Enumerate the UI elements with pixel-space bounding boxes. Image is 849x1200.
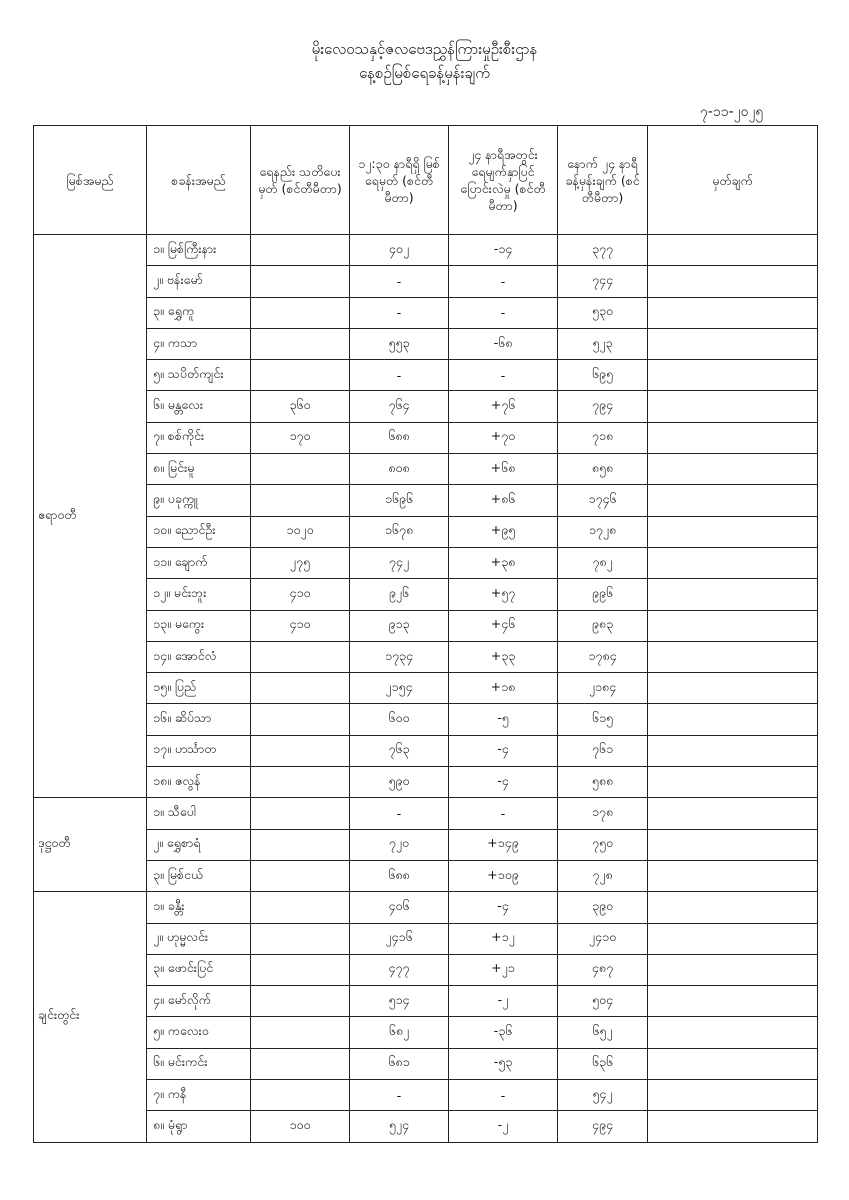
table-row: [34, 767, 818, 798]
river-level-table: [33, 125, 818, 1143]
table-row: [34, 673, 818, 704]
change-cell: -၂: [449, 1111, 558, 1142]
table-row: [34, 547, 818, 578]
remark-cell: [648, 860, 818, 891]
station-cell: ၁၀။ ညောင်ဦး: [147, 516, 251, 547]
remark-cell: [648, 829, 818, 860]
water-level-cell: ၄၇၇: [350, 954, 449, 985]
low-warning-cell: ၄၁၀: [251, 610, 350, 641]
forecast-cell: ၆၃၆: [558, 1048, 648, 1079]
water-level-cell: -: [350, 266, 449, 297]
report-title: နေ့စဉ်မြစ်ရေခန့်မှန်းချက်: [359, 64, 490, 82]
low-warning-cell: [251, 360, 350, 391]
forecast-cell: ၁၇၈: [558, 798, 648, 829]
forecast-cell: ၁၇၈၄: [558, 641, 648, 672]
remark-cell: [648, 1080, 818, 1111]
station-cell: ၁။ ခန္တီး: [147, 892, 251, 923]
remark-cell: [648, 610, 818, 641]
water-level-cell: ၆၈၈: [350, 422, 449, 453]
low-warning-cell: [251, 297, 350, 328]
forecast-cell: ၄၈၇: [558, 954, 648, 985]
change-cell: -၃၆: [449, 1017, 558, 1048]
remark-cell: [648, 1048, 818, 1079]
table-header-row: [34, 126, 818, 235]
water-level-cell: -: [350, 798, 449, 829]
water-level-cell: -: [350, 360, 449, 391]
change-cell: -၄: [449, 892, 558, 923]
water-level-cell: ၇၆၃: [350, 735, 449, 766]
water-level-cell: ၆၈၁: [350, 1048, 449, 1079]
water-level-cell: ၁၆၉၆: [350, 485, 449, 516]
table-row: [34, 798, 818, 829]
change-cell: -၆၈: [449, 328, 558, 359]
remark-cell: [648, 422, 818, 453]
change-cell: +၈၆: [449, 485, 558, 516]
water-level-cell: ၄၀၂: [350, 235, 449, 266]
table-row: [34, 485, 818, 516]
table-row: [34, 235, 818, 266]
table-row: [34, 1048, 818, 1079]
low-warning-cell: [251, 735, 350, 766]
station-cell: ၆။ မန္တလေး: [147, 391, 251, 422]
low-warning-cell: [251, 1048, 350, 1079]
forecast-cell: ၄၉၄: [558, 1111, 648, 1142]
river-name-cell: ဒုဋ္ဌဝတီ: [34, 798, 147, 892]
col-header-water-level: ၁၂:၃၀ နာရီရှိ မြစ်ရေမှတ် (စင်တီမီတာ): [350, 126, 449, 235]
change-cell: +၃၈: [449, 547, 558, 578]
col-header-24h-change: ၂၄ နာရီအတွင်း ရေမျက်နှာပြင် ပြောင်းလဲမှု (စင်တီမီတာ): [449, 126, 558, 235]
low-warning-cell: ၁၀၂၀: [251, 516, 350, 547]
remark-cell: [648, 986, 818, 1017]
change-cell: +၄၆: [449, 610, 558, 641]
station-cell: ၉။ ပခုက္ကူ: [147, 485, 251, 516]
station-cell: ၃။ ရွှေကူ: [147, 297, 251, 328]
river-name-cell: ဧရာဝတီ: [34, 235, 147, 798]
water-level-cell: ၆၈၂: [350, 1017, 449, 1048]
low-warning-cell: [251, 860, 350, 891]
table-row: [34, 735, 818, 766]
station-cell: ၁။ မြစ်ကြီးနား: [147, 235, 251, 266]
remark-cell: [648, 328, 818, 359]
low-warning-cell: [251, 235, 350, 266]
table-row: [34, 986, 818, 1017]
forecast-cell: ၆၁၅: [558, 704, 648, 735]
water-level-cell: ၆၈၈: [350, 860, 449, 891]
remark-cell: [648, 923, 818, 954]
station-cell: ၇။ စစ်ကိုင်း: [147, 422, 251, 453]
remark-cell: [648, 767, 818, 798]
remark-cell: [648, 798, 818, 829]
remark-cell: [648, 704, 818, 735]
water-level-cell: ၆၀၀: [350, 704, 449, 735]
remark-cell: [648, 391, 818, 422]
forecast-cell: ၇၈၂: [558, 547, 648, 578]
forecast-cell: ၅၈၈: [558, 767, 648, 798]
change-cell: +၂၁: [449, 954, 558, 985]
change-cell: +၁၀၉: [449, 860, 558, 891]
low-warning-cell: ၁၇၀: [251, 422, 350, 453]
remark-cell: [648, 235, 818, 266]
station-cell: ၁၅။ ပြည်: [147, 673, 251, 704]
remark-cell: [648, 1111, 818, 1142]
forecast-cell: ၉၉၆: [558, 579, 648, 610]
change-cell: -: [449, 297, 558, 328]
table-row: [34, 391, 818, 422]
forecast-cell: ၁၇၄၆: [558, 485, 648, 516]
forecast-cell: ၅၃၀: [558, 297, 648, 328]
forecast-cell: ၇၂၈: [558, 860, 648, 891]
low-warning-cell: [251, 704, 350, 735]
change-cell: +၃၃: [449, 641, 558, 672]
low-warning-cell: ၂၇၅: [251, 547, 350, 578]
water-level-cell: ၉၂၆: [350, 579, 449, 610]
station-cell: ၂။ ရွှေစာရံ: [147, 829, 251, 860]
water-level-cell: ၁၆၇၈: [350, 516, 449, 547]
change-cell: -၅: [449, 704, 558, 735]
low-warning-cell: ၁၀၀: [251, 1111, 350, 1142]
forecast-cell: ၉၈၃: [558, 610, 648, 641]
water-level-cell: ၇၆၄: [350, 391, 449, 422]
remark-cell: [648, 516, 818, 547]
remark-cell: [648, 641, 818, 672]
station-cell: ၁၈။ ဇလွန်: [147, 767, 251, 798]
table-row: [34, 297, 818, 328]
low-warning-cell: [251, 1017, 350, 1048]
table-row: [34, 360, 818, 391]
change-cell: -၄: [449, 735, 558, 766]
forecast-cell: ၇၅၀: [558, 829, 648, 860]
change-cell: -၄: [449, 767, 558, 798]
change-cell: +၆၈: [449, 454, 558, 485]
remark-cell: [648, 1017, 818, 1048]
forecast-cell: ၂၁၈၄: [558, 673, 648, 704]
table-row: [34, 422, 818, 453]
table-row: [34, 579, 818, 610]
station-cell: ၄။ ကသာ: [147, 328, 251, 359]
remark-cell: [648, 579, 818, 610]
change-cell: -: [449, 798, 558, 829]
low-warning-cell: [251, 266, 350, 297]
water-level-cell: ၇၄၂: [350, 547, 449, 578]
table-row: [34, 954, 818, 985]
remark-cell: [648, 547, 818, 578]
station-cell: ၁၄။ အောင်လံ: [147, 641, 251, 672]
change-cell: +၇၀: [449, 422, 558, 453]
table-row: [34, 1080, 818, 1111]
station-cell: ၆။ မင်းကင်း: [147, 1048, 251, 1079]
change-cell: +၁၄၉: [449, 829, 558, 860]
forecast-cell: ၅၀၄: [558, 986, 648, 1017]
table-row: [34, 516, 818, 547]
station-cell: ၈။ မြင်းမူ: [147, 454, 251, 485]
low-warning-cell: [251, 485, 350, 516]
forecast-cell: ၇၆၁: [558, 735, 648, 766]
col-header-forecast: နောက် ၂၄ နာရီ ခန့်မှန်းချက် (စင်တီမီတာ): [558, 126, 648, 235]
table-body: [34, 235, 818, 1143]
table-row: [34, 641, 818, 672]
station-cell: ၂။ ဗန်းမော်: [147, 266, 251, 297]
station-cell: ၁၇။ ဟင်္သာတ: [147, 735, 251, 766]
water-level-cell: ၂၁၅၄: [350, 673, 449, 704]
remark-cell: [648, 266, 818, 297]
station-cell: ၄။ မော်လိုက်: [147, 986, 251, 1017]
remark-cell: [648, 892, 818, 923]
low-warning-cell: [251, 454, 350, 485]
remark-cell: [648, 735, 818, 766]
water-level-cell: ၅၉၀: [350, 767, 449, 798]
water-level-cell: ၅၂၄: [350, 1111, 449, 1142]
low-warning-cell: [251, 986, 350, 1017]
low-warning-cell: [251, 923, 350, 954]
water-level-cell: -: [350, 1080, 449, 1111]
forecast-cell: ၇၁၈: [558, 422, 648, 453]
low-warning-cell: [251, 328, 350, 359]
table-row: [34, 454, 818, 485]
station-cell: ၁၃။ မကွေး: [147, 610, 251, 641]
change-cell: -: [449, 360, 558, 391]
station-cell: ၁။ သီပေါ: [147, 798, 251, 829]
station-cell: ၃။ ဖောင်းပြင်: [147, 954, 251, 985]
station-cell: ၃။ မြစ်ငယ်: [147, 860, 251, 891]
table-row: [34, 610, 818, 641]
change-cell: -၅၃: [449, 1048, 558, 1079]
water-level-cell: ၇၂၀: [350, 829, 449, 860]
change-cell: -: [449, 1080, 558, 1111]
station-cell: ၁၂။ မင်းဘူး: [147, 579, 251, 610]
low-warning-cell: [251, 641, 350, 672]
forecast-cell: ၁၇၂၈: [558, 516, 648, 547]
water-level-cell: ၄၀၆: [350, 892, 449, 923]
col-header-station: စခန်းအမည်: [147, 126, 251, 235]
water-level-cell: ၉၁၃: [350, 610, 449, 641]
col-header-remark: မှတ်ချက်: [648, 126, 818, 235]
forecast-cell: ၅၂၃: [558, 328, 648, 359]
table-row: [34, 829, 818, 860]
station-cell: ၅။ သပိတ်ကျင်း: [147, 360, 251, 391]
forecast-cell: ၅၄၂: [558, 1080, 648, 1111]
low-warning-cell: [251, 1080, 350, 1111]
water-level-cell: ၅၁၄: [350, 986, 449, 1017]
table-row: [34, 328, 818, 359]
change-cell: +၅၇: [449, 579, 558, 610]
department-title: မိုးလေဝသနှင့်ဇလဗေဒညွှန်ကြားမှုဦးစီးဌာန: [311, 40, 538, 58]
water-level-cell: ၈၀၈: [350, 454, 449, 485]
table-row: [34, 1111, 818, 1142]
forecast-cell: ၇၄၄: [558, 266, 648, 297]
table-row: [34, 923, 818, 954]
forecast-cell: ၆၉၅: [558, 360, 648, 391]
table-row: [34, 860, 818, 891]
water-level-cell: ၁၇၃၄: [350, 641, 449, 672]
water-level-cell: ၂၄၁၆: [350, 923, 449, 954]
table-row: [34, 1017, 818, 1048]
low-warning-cell: [251, 767, 350, 798]
remark-cell: [648, 673, 818, 704]
low-warning-cell: [251, 673, 350, 704]
station-cell: ၂။ ဟုမ္မလင်း: [147, 923, 251, 954]
station-cell: ၅။ ကလေးဝ: [147, 1017, 251, 1048]
change-cell: -: [449, 266, 558, 297]
remark-cell: [648, 297, 818, 328]
low-warning-cell: [251, 829, 350, 860]
change-cell: +၁၂: [449, 923, 558, 954]
water-level-cell: ၅၅၃: [350, 328, 449, 359]
low-warning-cell: ၃၆၀: [251, 391, 350, 422]
station-cell: ၈။ မုံရွာ: [147, 1111, 251, 1142]
table-row: [34, 704, 818, 735]
river-name-cell: ချင်းတွင်း: [34, 892, 147, 1142]
low-warning-cell: [251, 954, 350, 985]
forecast-cell: ၆၅၂: [558, 1017, 648, 1048]
remark-cell: [648, 454, 818, 485]
forecast-cell: ၇၉၄: [558, 391, 648, 422]
col-header-low-warning: ရေနည်း သတိပေးမှတ် (စင်တီမီတာ): [251, 126, 350, 235]
remark-cell: [648, 954, 818, 985]
change-cell: +၇၆: [449, 391, 558, 422]
col-header-river: မြစ်အမည်: [34, 126, 147, 235]
forecast-cell: ၃၇၇: [558, 235, 648, 266]
station-cell: ၇။ ကနီ: [147, 1080, 251, 1111]
low-warning-cell: ၄၁၀: [251, 579, 350, 610]
forecast-cell: ၃၉၀: [558, 892, 648, 923]
station-cell: ၁၆။ ဆိပ်သာ: [147, 704, 251, 735]
report-date: ၇-၁၁-၂၀၂၅: [700, 104, 764, 120]
table-row: [34, 892, 818, 923]
change-cell: -၁၄: [449, 235, 558, 266]
change-cell: +၁၈: [449, 673, 558, 704]
low-warning-cell: [251, 892, 350, 923]
change-cell: -၂: [449, 986, 558, 1017]
forecast-cell: ၈၅၈: [558, 454, 648, 485]
low-warning-cell: [251, 798, 350, 829]
remark-cell: [648, 485, 818, 516]
forecast-cell: ၂၄၁၀: [558, 923, 648, 954]
station-cell: ၁၁။ ချောက်: [147, 547, 251, 578]
water-level-cell: -: [350, 297, 449, 328]
table-row: [34, 266, 818, 297]
remark-cell: [648, 360, 818, 391]
change-cell: +၉၅: [449, 516, 558, 547]
